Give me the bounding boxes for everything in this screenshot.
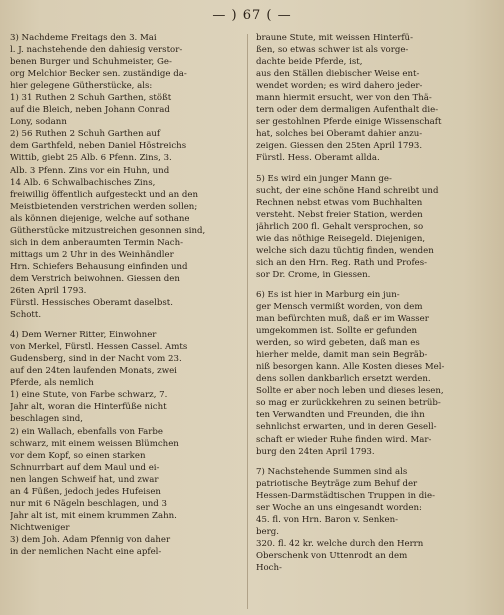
- text-line: auf den 24ten laufenden Monats, zwei: [10, 366, 177, 377]
- text-line: Meistbietenden verstrichen werden sollen;: [10, 201, 198, 212]
- text-line: Gütherstücke mitzustreichen gesonnen sind,: [10, 225, 206, 236]
- text-line: hat, solches bei Oberamt dahier anzu-: [256, 129, 423, 140]
- text-line: sich an den Hrn. Reg. Rath und Profes-: [256, 257, 428, 268]
- paragraph-gap: [10, 321, 242, 329]
- text-line: umgekommen ist. Sollte er gefunden: [256, 326, 418, 337]
- text-line: so mag er zurückkehren zu seinen betrüb-: [256, 398, 441, 409]
- text-line: jährlich 200 fl. Gehalt versprochen, so: [256, 221, 424, 232]
- text-line: ser gestohlnen Pferde einige Wissenschaft: [256, 117, 442, 128]
- text-line: 14 Alb. 6 Schwalbachisches Zins,: [10, 177, 156, 188]
- text-line: schaft er wieder Ruhe finden wird. Mar-: [256, 434, 432, 445]
- column-divider: [247, 34, 248, 609]
- text-line: man befürchten muß, daß er im Wasser: [256, 314, 429, 325]
- text-line: 6) Es ist hier in Marburg ein jun-: [256, 289, 400, 300]
- text-line: als können diejenige, welche auf sothane: [10, 213, 190, 224]
- text-line: Fürstl. Hess. Oberamt allda.: [256, 153, 380, 164]
- text-line: werden, so wird gebeten, daß man es: [256, 338, 420, 349]
- text-line: org Melchior Becker sen. zuständige da-: [10, 69, 187, 80]
- text-line: Alb. 3 Pfenn. Zins vor ein Huhn, und: [10, 165, 170, 176]
- text-line: vor dem Kopf, so einen starken: [10, 450, 146, 461]
- text-line: sich in dem anberaumten Termin Nach-: [10, 237, 184, 248]
- text-line: 1) 31 Ruthen 2 Schuh Garthen, stößt: [10, 93, 172, 104]
- text-line: Wittib, giebt 25 Alb. 6 Pfenn. Zins, 3.: [10, 153, 172, 164]
- left-column: [10, 32, 242, 558]
- text-line: Jahr alt ist, mit einem krummen Zahn.: [10, 510, 177, 521]
- text-line: burg den 24ten April 1793.: [256, 446, 375, 457]
- text-line: in der nemlichen Nacht eine apfel-: [10, 546, 162, 557]
- text-line: Fürstl. Hessisches Oberamt daselbst.: [10, 298, 173, 309]
- text-line: patriotische Beyträge zum Behuf der: [256, 478, 418, 489]
- text-line: versteht. Nebst freier Station, werden: [256, 209, 423, 220]
- text-line: sor Dr. Crome, in Giessen.: [256, 269, 371, 280]
- text-line: sehnlichst erwarten, und in deren Gesell-: [256, 422, 437, 433]
- text-line: Lony, sodann: [10, 117, 67, 128]
- text-line: Hrn. Schiefers Behausung einfinden und: [10, 261, 188, 272]
- text-line: Sollte er aber noch leben und dieses lesen,: [256, 386, 444, 397]
- text-line: 320. fl. 42 kr. welche durch den Herrn: [256, 538, 424, 549]
- text-line: Nichtweniger: [10, 522, 70, 533]
- paragraph-gap: [256, 458, 488, 466]
- text-line: ßen, so etwas schwer ist als vorge-: [256, 45, 409, 56]
- text-line: Oberschenk von Uttenrodt an dem: [256, 550, 408, 561]
- text-line: tern oder dem dermaligen Aufenthalt die-: [256, 105, 439, 116]
- text-line: aus den Ställen diebischer Weise ent-: [256, 69, 420, 80]
- text-line: welche sich dazu tüchtig finden, wenden: [256, 245, 434, 256]
- text-line: dem Garthfeld, neben Daniel Höstreichs: [10, 141, 187, 152]
- text-line: an 4 Füßen, jedoch jedes Hufeisen: [10, 486, 161, 497]
- text-line: mittags um 2 Uhr in des Weinhändler: [10, 249, 174, 260]
- text-line: dens sollen dankbarlich ersetzt werden.: [256, 374, 431, 385]
- text-line: dachte beide Pferde, ist,: [256, 57, 363, 68]
- text-line: Schott.: [10, 310, 42, 321]
- text-line: 2) 56 Ruthen 2 Schuh Garthen auf: [10, 129, 161, 140]
- text-line: Hessen-Darmstädtischen Truppen in die-: [256, 490, 435, 501]
- text-line: benen Burger und Schuhmeister, Ge-: [10, 57, 172, 68]
- paragraph-gap: [256, 165, 488, 173]
- text-line: sucht, der eine schöne Hand schreibt und: [256, 185, 439, 196]
- text-line: freiwillig öffentlich aufgesteckt und an den: [10, 189, 199, 200]
- text-line: ten Verwandten und Freunden, die ihn: [256, 410, 425, 421]
- text-line: ger Mensch vermißt worden, von dem: [256, 301, 423, 312]
- text-line: nen langen Schweif hat, und zwar: [10, 474, 159, 485]
- text-line: Hoch-: [256, 562, 282, 573]
- text-line: hier gelegene Gütherstücke, als:: [10, 81, 153, 92]
- text-line: l. J. nachstehende den dahiesig verstor-: [10, 45, 183, 56]
- text-line: 26ten April 1793.: [10, 285, 87, 296]
- right-column: [256, 32, 488, 574]
- paragraph-gap: [256, 281, 488, 289]
- text-line: 1) eine Stute, von Farbe schwarz, 7.: [10, 390, 168, 401]
- text-line: auf die Bleich, neben Johann Conrad: [10, 105, 170, 116]
- text-line: nur mit 6 Nägeln beschlagen, und 3: [10, 498, 168, 509]
- text-line: beschlagen sind,: [10, 414, 83, 425]
- text-line: Schnurrbart auf dem Maul und ei-: [10, 462, 160, 473]
- page-number: — ) 67 ( —: [212, 8, 292, 23]
- text-line: 7) Nachstehende Summen sind als: [256, 466, 408, 477]
- text-line: 5) Es wird ein junger Mann ge-: [256, 173, 392, 184]
- text-line: wendet worden; es wird dahero jeder-: [256, 81, 423, 92]
- text-line: braune Stute, mit weissen Hinterfü-: [256, 33, 413, 43]
- text-line: Rechnen nebst etwas vom Buchhalten: [256, 197, 423, 208]
- text-line: ser Woche an uns eingesandt worden:: [256, 502, 422, 513]
- text-line: mann hiermit ersucht, wer von den Thä-: [256, 93, 432, 104]
- text-line: niß besorgen kann. Alle Kosten dieses Mel-: [256, 362, 445, 373]
- text-line: 3) Nachdeme Freitags den 3. Mai: [10, 33, 157, 43]
- text-line: wie das nöthige Reisegeld. Diejenigen,: [256, 233, 426, 244]
- text-line: 45. fl. von Hrn. Baron v. Senken-: [256, 514, 399, 525]
- text-line: berg.: [256, 526, 279, 537]
- text-line: hierher melde, damit man sein Begräb-: [256, 350, 428, 361]
- text-line: von Merkel, Fürstl. Hessen Cassel. Amts: [10, 342, 188, 353]
- text-line: zeigen. Giessen den 25ten April 1793.: [256, 141, 423, 152]
- text-line: Pferde, als nemlich: [10, 378, 94, 389]
- text-line: schwarz, mit einem weissen Blümchen: [10, 438, 179, 449]
- text-line: dem Verstrich beiwohnen. Giessen den: [10, 273, 180, 284]
- text-line: Jahr alt, woran die Hinterfüße nicht: [10, 402, 167, 413]
- text-line: 2) ein Wallach, ebenfalls von Farbe: [10, 426, 163, 437]
- text-line: 4) Dem Werner Ritter, Einwohner: [10, 330, 157, 341]
- text-line: Gudensberg, sind in der Nacht vom 23.: [10, 354, 182, 365]
- text-line: 3) dem Joh. Adam Pfennig von daher: [10, 534, 171, 545]
